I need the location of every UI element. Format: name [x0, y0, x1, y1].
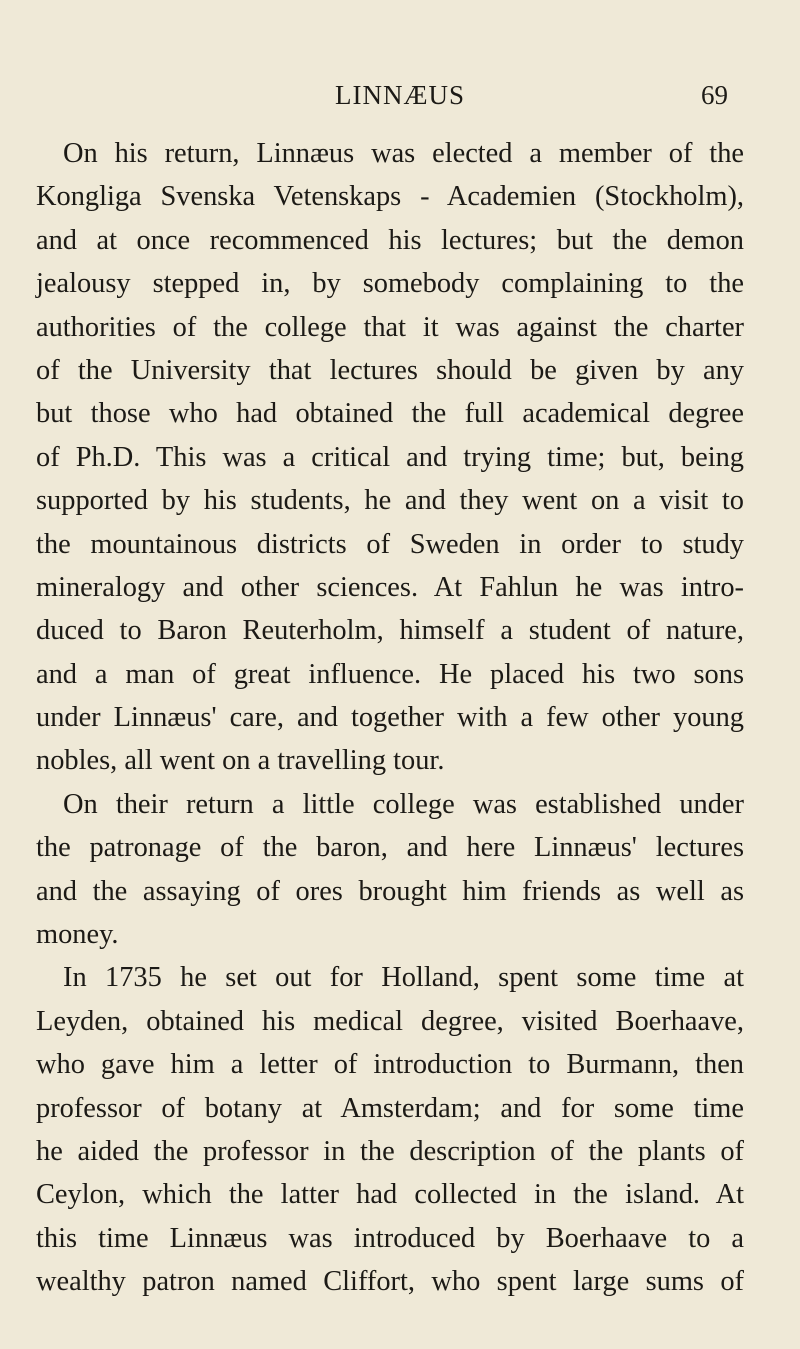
body-text: [36, 132, 744, 1304]
text-line: this time Linnæus was introduced by Boerhaave to a: [36, 1222, 744, 1254]
text-line: he aided the professor in the description of the plants of: [36, 1135, 744, 1167]
text-line: Kongliga Svenska Vetenskaps - Academien (Stockholm),: [36, 181, 744, 213]
text-line: nobles, all went on a travelling tour.: [36, 745, 445, 777]
text-line: the patronage of the baron, and here Linnæus' lectures: [36, 832, 744, 864]
text-line: who gave him a letter of introduction to Burmann, then: [36, 1049, 744, 1081]
paragraph: [36, 956, 744, 1303]
text-line: and at once recommenced his lectures; but the demon: [36, 224, 744, 256]
text-line: under Linnæus' care, and together with a few other young: [36, 702, 744, 734]
text-line: duced to Baron Reuterholm, himself a student of nature,: [36, 615, 744, 647]
text-line: supported by his students, he and they went on a visit to: [36, 485, 744, 517]
text-line: wealthy patron named Cliffort, who spent large sums of: [36, 1266, 744, 1298]
text-line: jealousy stepped in, by somebody complaining to the: [36, 268, 744, 300]
text-line: authorities of the college that it was against the charter: [36, 311, 744, 343]
text-line: On their return a little college was established under: [63, 788, 744, 820]
text-line: money.: [36, 919, 119, 951]
running-title: LINNÆUS: [334, 80, 465, 110]
text-line: and the assaying of ores brought him friends as well as: [36, 875, 744, 907]
text-line: professor of botany at Amsterdam; and for some time: [36, 1092, 744, 1124]
text-line: On his return, Linnæus was elected a member of the: [63, 138, 744, 169]
text-line: the mountainous districts of Sweden in order to study: [36, 528, 744, 560]
text-line: and a man of great influence. He placed his two sons: [36, 658, 744, 690]
text-line: but those who had obtained the full academical degree: [36, 398, 744, 430]
text-line: Leyden, obtained his medical degree, visited Boerhaave,: [36, 1005, 744, 1037]
text-line: In 1735 he set out for Holland, spent some time at: [63, 962, 744, 994]
text-line: of Ph.D. This was a critical and trying time; but, being: [36, 441, 744, 473]
paragraph: [36, 783, 744, 957]
page-number: 69: [701, 80, 728, 110]
paragraph: [36, 132, 744, 783]
text-line: mineralogy and other sciences. At Fahlun he was intro-: [36, 571, 744, 603]
text-line: Ceylon, which the latter had collected in the island. At: [36, 1179, 744, 1211]
text-line: of the University that lectures should be given by any: [36, 354, 744, 386]
